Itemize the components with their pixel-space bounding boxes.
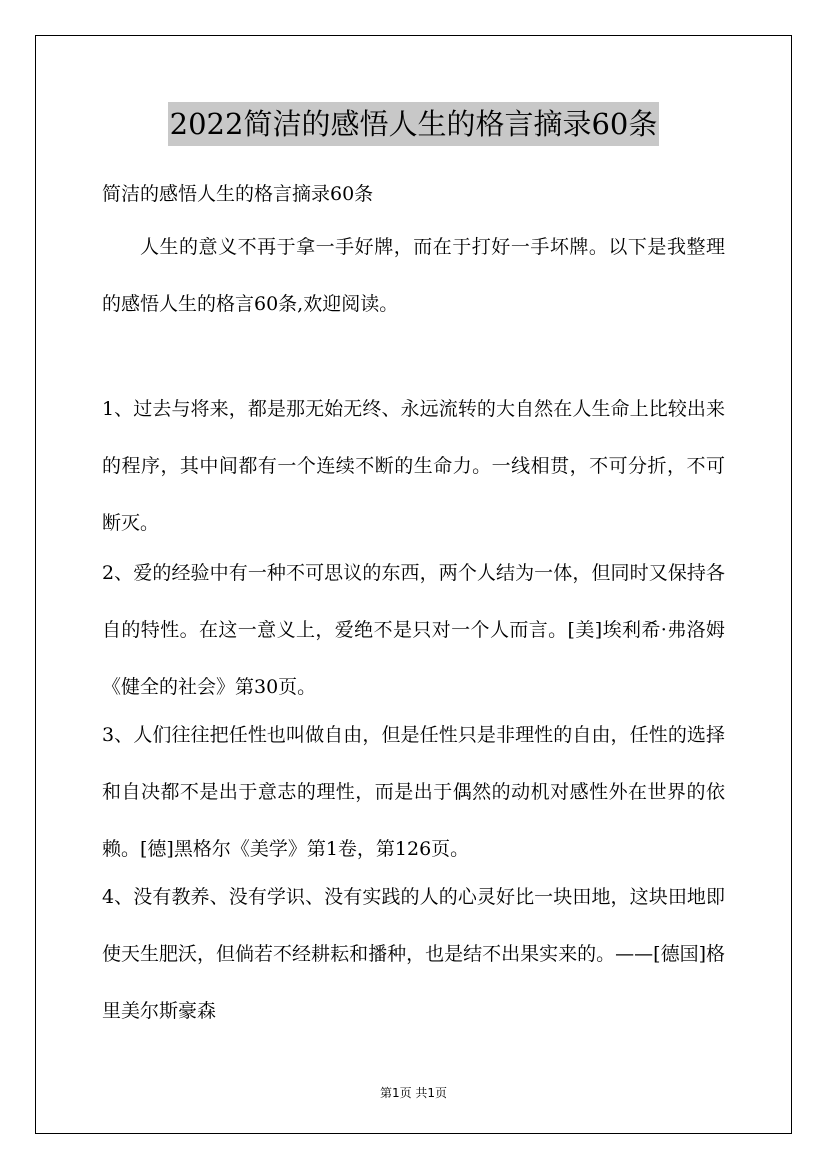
quote-item: 2、爱的经验中有一种不可思议的东西，两个人结为一体，但同时又保持各自的特性。在这一意义上，爱绝不是只对一个人而言。[美]埃利希·弗洛姆《健全的社会》第30页。 <box>102 562 725 698</box>
document-title: 2022简洁的感悟人生的格言摘录60条 <box>168 102 660 146</box>
page-footer: 第1页 共1页 <box>379 1086 448 1100</box>
document-subtitle: 简洁的感悟人生的格言摘录60条 <box>102 183 374 205</box>
quote-item: 3、人们往往把任性也叫做自由，但是任性只是非理性的自由，任性的选择和自决都不是出于意志的理性，而是出于偶然的动机对感性外在世界的依赖。[德]黑格尔《美学》第1卷，第126页。 <box>102 724 725 860</box>
intro-paragraph: 人生的意义不再于拿一手好牌，而在于打好一手坏牌。以下是我整理的感悟人生的格言60条,欢迎阅读。 <box>102 236 725 315</box>
title-container <box>0 102 827 146</box>
quote-item: 1、过去与将来，都是那无始无终、永远流转的大自然在人生命上比较出来的程序，其中间都有一个连续不断的生命力。一线相贯，不可分折，不可断灭。 <box>102 398 725 534</box>
quote-item: 4、没有教养、没有学识、没有实践的人的心灵好比一块田地，这块田地即使天生肥沃，但倘若不经耕耘和播种，也是结不出果实来的。——[德国]格里美尔斯豪森 <box>102 886 725 1022</box>
